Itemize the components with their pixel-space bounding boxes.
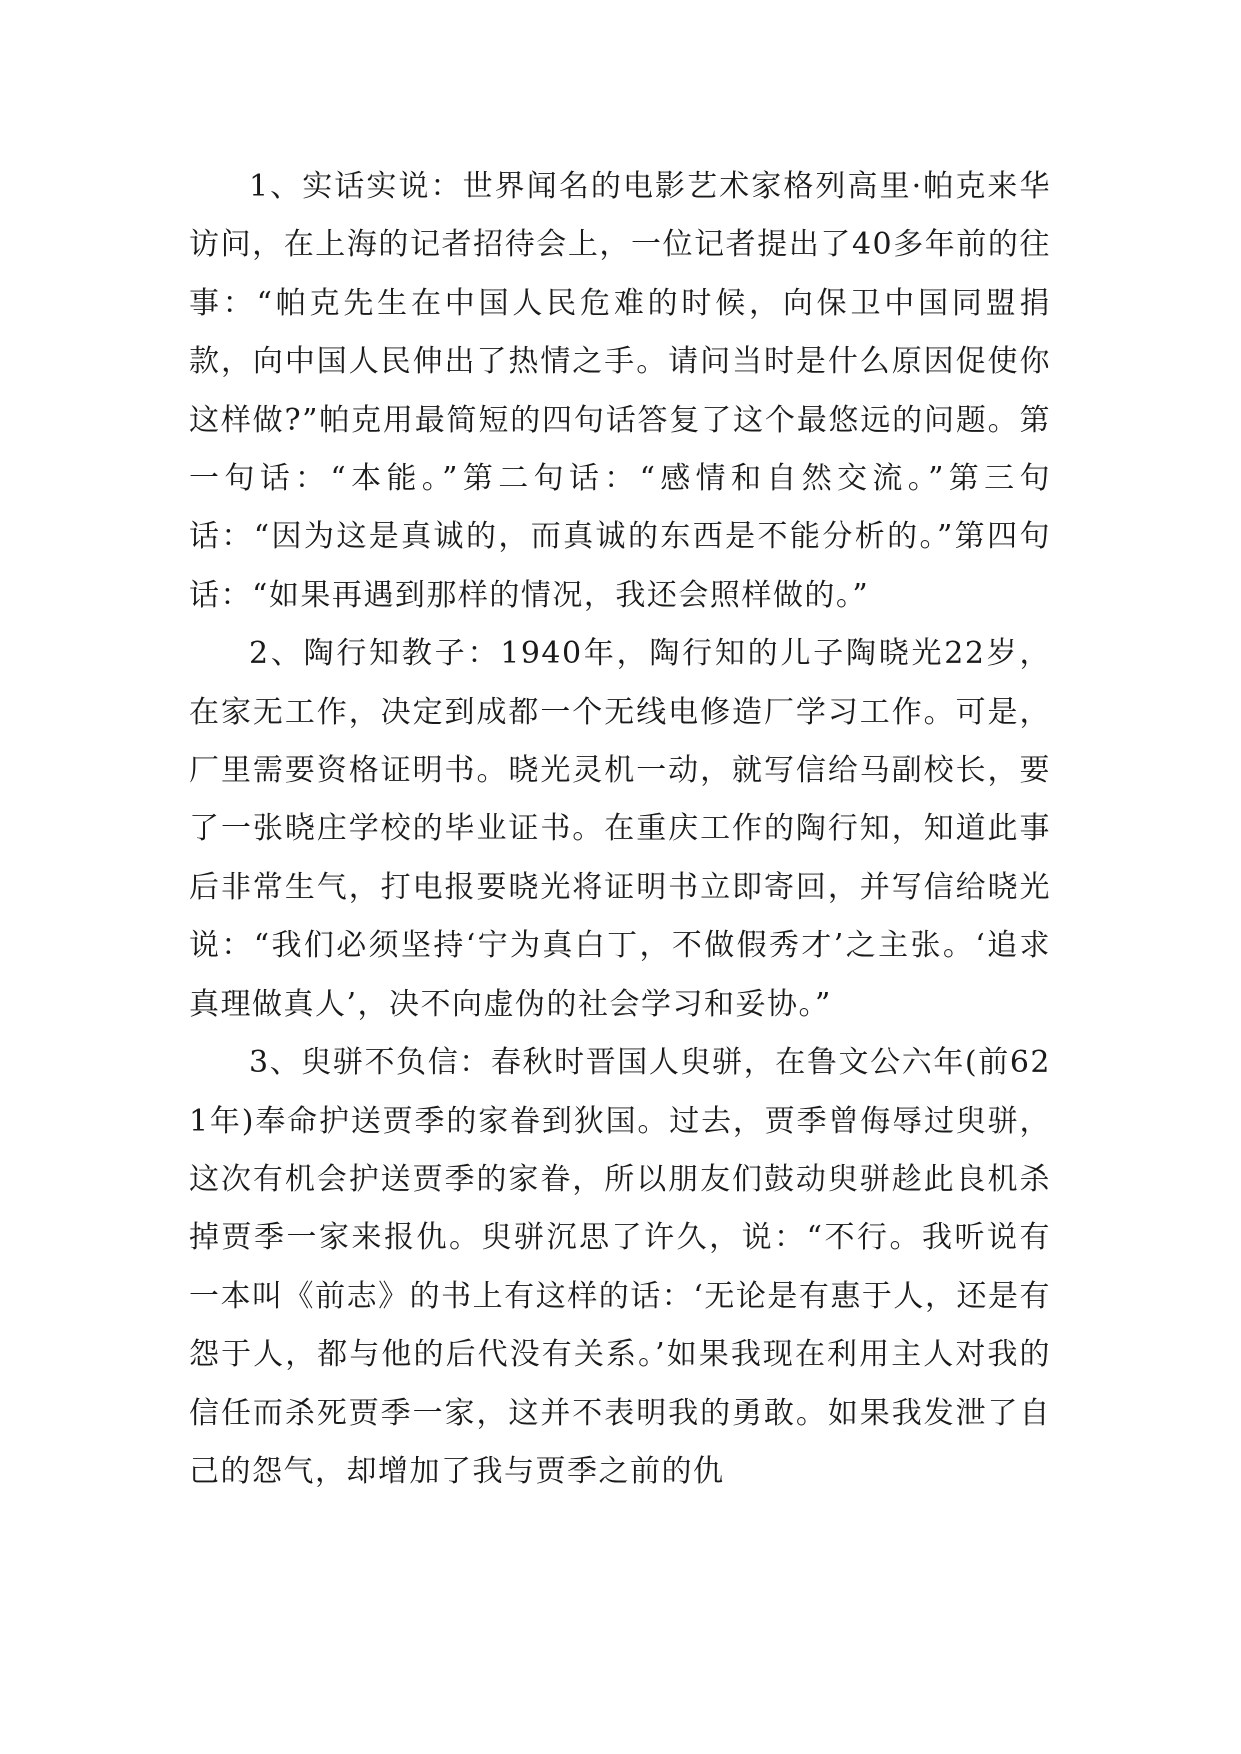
document-body: [189, 158, 1051, 1501]
paragraph-3: 3、臾骈不负信：春秋时晋国人臾骈，在鲁文公六年(前621年)奉命护送贾季的家眷到狄国。过去，贾季曾侮辱过臾骈，这次有机会护送贾季的家眷，所以朋友们鼓动臾骈趁此良机杀掉贾季一家来报仇。臾骈沉思了许久，说：“不行。我听说有一本叫《前志》的书上有这样的话：‘无论是有惠于人，还是有怨于人，都与他的后代没有关系。’如果我现在利用主人对我的信任而杀死贾季一家，这并不表明我的勇敢。如果我发泄了自己的怨气，却增加了我与贾季之前的仇: [189, 1045, 1051, 1489]
paragraph-2: 2、陶行知教子：1940年，陶行知的儿子陶晓光22岁，在家无工作，决定到成都一个无线电修造厂学习工作。可是，厂里需要资格证明书。晓光灵机一动，就写信给马副校长，要了一张晓庄学校的毕业证书。在重庆工作的陶行知，知道此事后非常生气，打电报要晓光将证明书立即寄回，并写信给晓光说：“我们必须坚持‘宁为真白丁，不做假秀才’之主张。‘追求真理做真人’，决不向虚伪的社会学习和妥协。”: [189, 636, 1051, 1022]
paragraph-1: 1、实话实说：世界闻名的电影艺术家格列高里·帕克来华访问，在上海的记者招待会上，一位记者提出了40多年前的往事：“帕克先生在中国人民危难的时候，向保卫中国同盟捐款，向中国人民伸出了热情之手。请问当时是什么原因促使你这样做?”帕克用最简短的四句话答复了这个最悠远的问题。第一句话：“本能。”第二句话：“感情和自然交流。”第三句话：“因为这是真诚的，而真诚的东西是不能分析的。”第四句话：“如果再遇到那样的情况，我还会照样做的。”: [189, 169, 1051, 613]
